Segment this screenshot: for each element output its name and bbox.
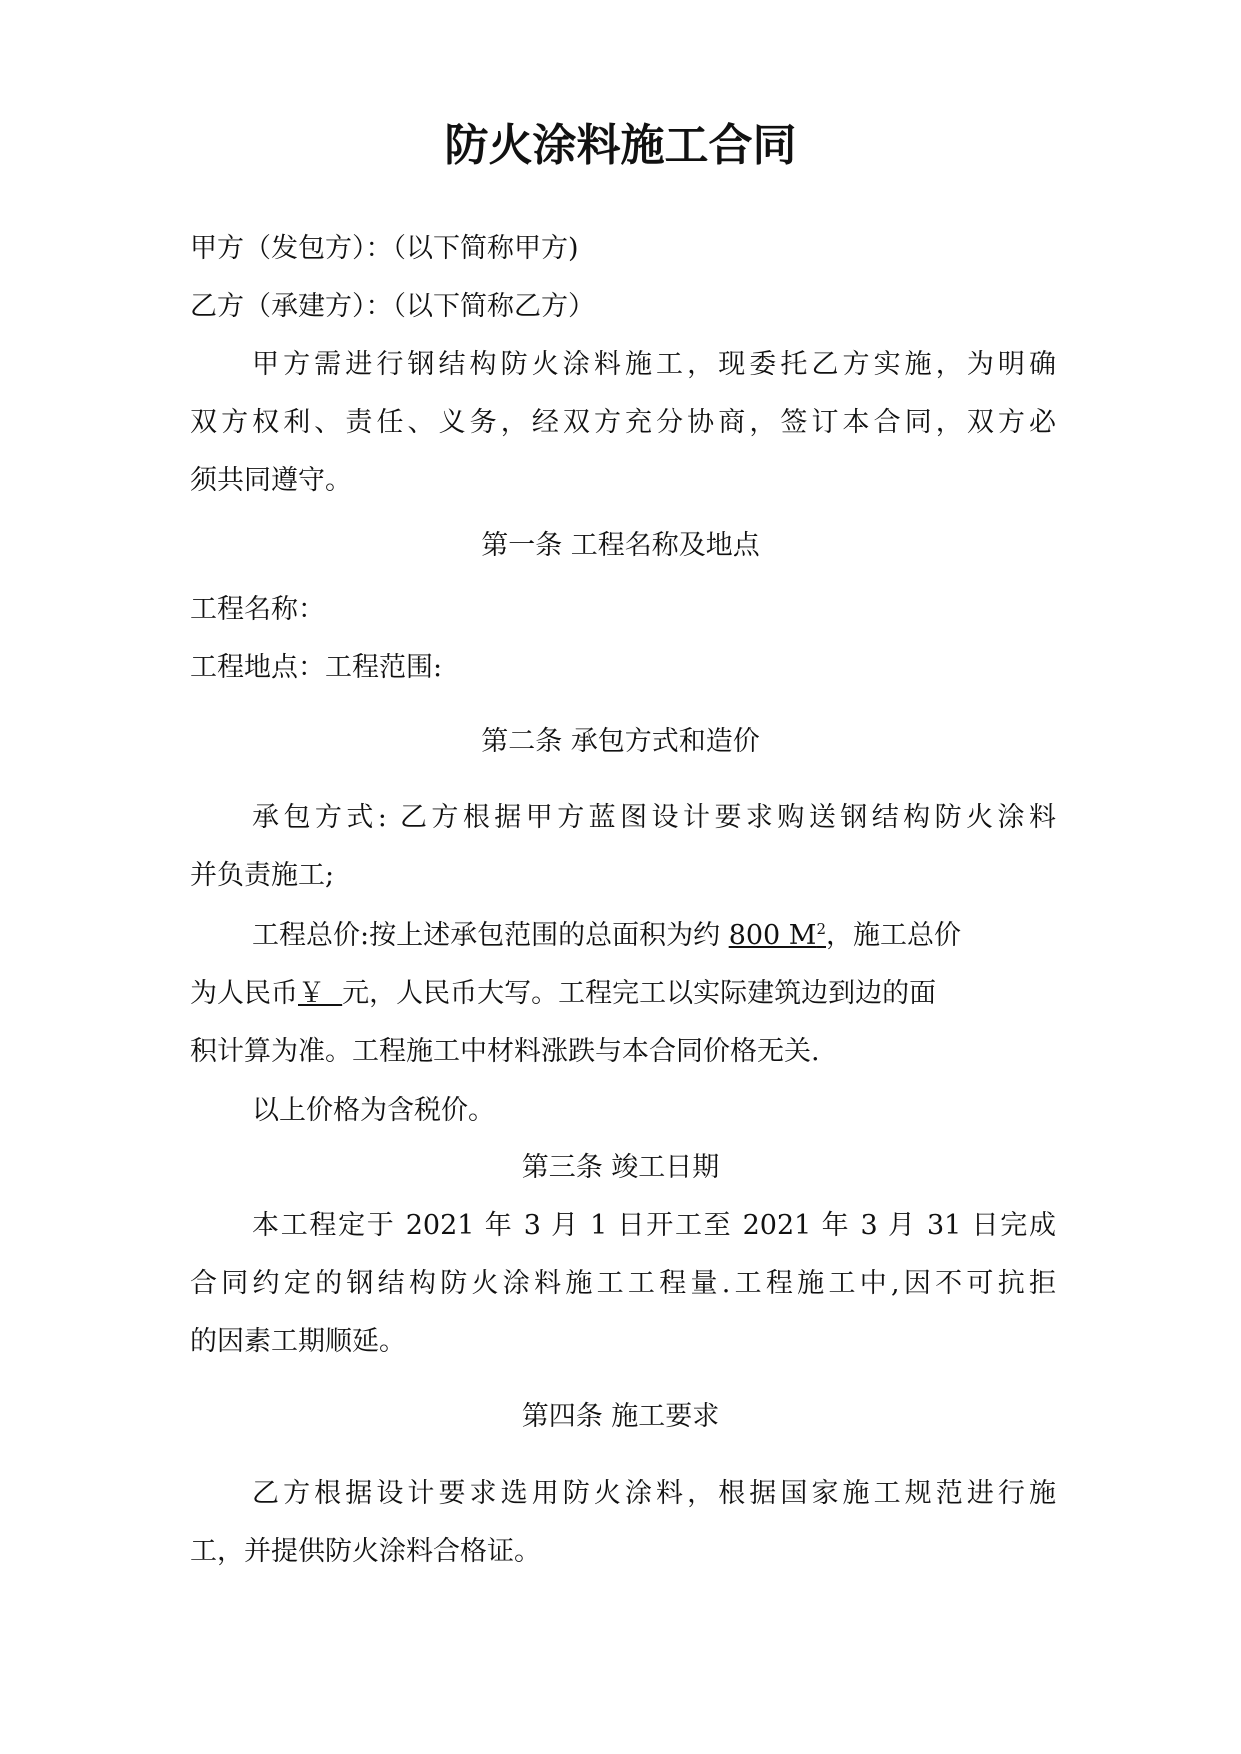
project-name-line: 工程名称： [190, 594, 325, 625]
total-price-suffix: ，施工总价 [826, 920, 961, 951]
party-a-line: 甲方（发包方）：（以下简称甲方) [190, 233, 579, 264]
total-price-prefix: 工程总价:按上述承包范围的总面积为约 [252, 920, 729, 951]
total-price-line [252, 916, 961, 956]
contract-method-line-2: 并负责施工; [190, 860, 335, 891]
intro-line-3: 须共同遵守。 [190, 465, 352, 496]
tax-note-line: 以上价格为含税价。 [252, 1095, 495, 1126]
article-1-heading: 第一条 工程名称及地点 [481, 530, 760, 561]
intro-line-1: 甲方需进行钢结构防火涂料施工，现委托乙方实施，为明确 [252, 349, 1056, 380]
requirements-line-1: 乙方根据设计要求选用防火涂料，根据国家施工规范进行施 [252, 1478, 1056, 1509]
article-4-heading: 第四条 施工要求 [521, 1401, 720, 1432]
requirements-line-2: 工，并提供防火涂料合格证。 [190, 1536, 541, 1567]
completion-line-1: 本工程定于 2021 年 3 月 1 日开工至 2021 年 3 月 31 日完成 [252, 1210, 1056, 1241]
party-b-line: 乙方（承建方）：（以下简称乙方） [190, 291, 595, 322]
rmb-prefix: 为人民币 [190, 978, 298, 1009]
intro-line-2: 双方权利、责任、义务，经双方充分协商，签订本合同，双方必 [190, 407, 1056, 438]
article-2-heading: 第二条 承包方式和造价 [481, 726, 760, 757]
rmb-suffix: 元，人民币大写。工程完工以实际建筑边到边的面 [342, 978, 937, 1009]
contract-method-line-1: 承包方式: 乙方根据甲方蓝图设计要求购送钢结构防火涂料 [252, 802, 1056, 833]
project-location-line: 工程地点：工程范围: [190, 652, 443, 683]
document-title: 防火涂料施工合同 [444, 120, 797, 171]
completion-line-2: 合同约定的钢结构防火涂料施工工程量.工程施工中,因不可抗拒 [190, 1268, 1056, 1299]
calc-basis-line: 积计算为准。工程施工中材料涨跌与本合同价格无关. [190, 1036, 820, 1067]
area-number: 800 M [728, 920, 817, 951]
completion-line-3: 的因素工期顺延。 [190, 1326, 406, 1357]
yuan-blank: ￥ [298, 978, 343, 1009]
area-unit-superscript: 2 [816, 920, 826, 938]
rmb-line [190, 974, 936, 1014]
article-3-heading: 第三条 竣工日期 [521, 1152, 720, 1183]
area-value [729, 920, 826, 951]
